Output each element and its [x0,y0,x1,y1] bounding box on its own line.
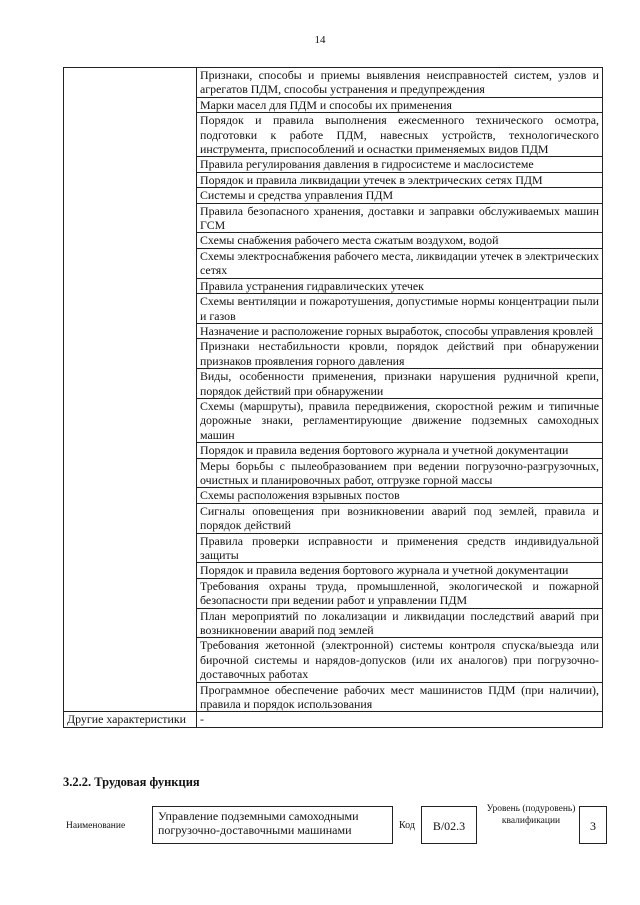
knowledge-item: Признаки, способы и приемы выявления неисправностей систем, узлов и агрегатов ПДМ, способы устранения и предупреждения [197,68,603,98]
knowledge-item: Требования охраны труда, промышленной, экологической и пожарной безопасности при ведении работ и управлении ПДМ [197,578,603,608]
knowledge-item: Схемы вентиляции и пожаротушения, допустимые нормы концентрации пыли и газов [197,294,603,324]
knowledge-item: Порядок и правила ведения бортового журнала и учетной документации [197,563,603,578]
knowledge-item: Схемы расположения взрывных постов [197,488,603,503]
knowledge-item: Назначение и расположение горных выработок, способы управления кровлей [197,323,603,338]
knowledge-item: Порядок и правила ведения бортового журнала и учетной документации [197,443,603,458]
other-characteristics-row [64,712,603,727]
other-characteristics-value: - [197,712,603,727]
name-label: Наименование [66,821,126,831]
knowledge-item: Системы и средства управления ПДМ [197,188,603,203]
knowledge-item: Требования жетонной (электронной) системы контроля спуска/выезда или бирочной системы и нарядов-допусков (или их аналогов) при погрузочно-доставочных работах [197,638,603,682]
knowledge-item: Схемы снабжения рабочего места сжатым воздухом, водой [197,233,603,248]
page-number: 14 [314,34,326,46]
knowledge-item: Виды, особенности применения, признаки нарушения рудничной крепи, порядок действий при обнаружении [197,369,603,399]
knowledge-table-body [64,68,603,712]
knowledge-item: Порядок и правила ликвидации утечек в электрических сетях ПДМ [197,172,603,187]
knowledge-item: Схемы (маршруты), правила передвижения, скоростной режим и типичные дорожные знаки, регламентирующие движение подземных самоходных машин [197,398,603,442]
knowledge-item: Порядок и правила выполнения ежесменного технического осмотра, подготовки к работе ПДМ, навесных устройств, технологического инструмента, приспособлений и оснастки применяемых видов ПДМ [197,113,603,157]
knowledge-item: Правила регулирования давления в гидросистеме и маслосистеме [197,157,603,172]
knowledge-item: Меры борьбы с пылеобразованием при ведении погрузочно-разгрузочных, очистных и планировочных работ, отгрузке горной массы [197,458,603,488]
labor-function-row [63,806,608,846]
section-heading: 3.2.2. Трудовая функция [63,775,200,789]
knowledge-item: План мероприятий по локализации и ликвидации последствий аварий при возникновении аварий под землей [197,608,603,638]
code-label: Код [399,820,415,831]
knowledge-label-cell [64,68,197,712]
knowledge-item: Правила безопасного хранения, доставки и заправки обслуживаемых машин ГСМ [197,203,603,233]
knowledge-item: Сигналы оповещения при возникновении аварий под землей, правила и порядок действий [197,503,603,533]
knowledge-row [64,68,603,98]
code-field: B/02.3 [421,806,477,844]
knowledge-table [63,67,603,728]
knowledge-item: Марки масел для ПДМ и способы их применения [197,97,603,112]
qualification-level-field: 3 [579,806,607,844]
function-name-field: Управление подземными самоходными погрузочно-доставочными машинами [152,806,393,844]
knowledge-item: Признаки нестабильности кровли, порядок действий при обнаружении признаков проявления горного давления [197,339,603,369]
knowledge-item: Схемы электроснабжения рабочего места, ликвидации утечек в электрических сетях [197,248,603,278]
knowledge-item: Программное обеспечение рабочих мест машинистов ПДМ (при наличии), правила и порядок использования [197,682,603,712]
knowledge-item: Правила устранения гидравлических утечек [197,278,603,293]
knowledge-item: Правила проверки исправности и применения средств индивидуальной защиты [197,533,603,563]
qualification-level-label: Уровень (подуровень) квалификации [486,804,576,826]
other-characteristics-label: Другие характеристики [64,712,197,727]
